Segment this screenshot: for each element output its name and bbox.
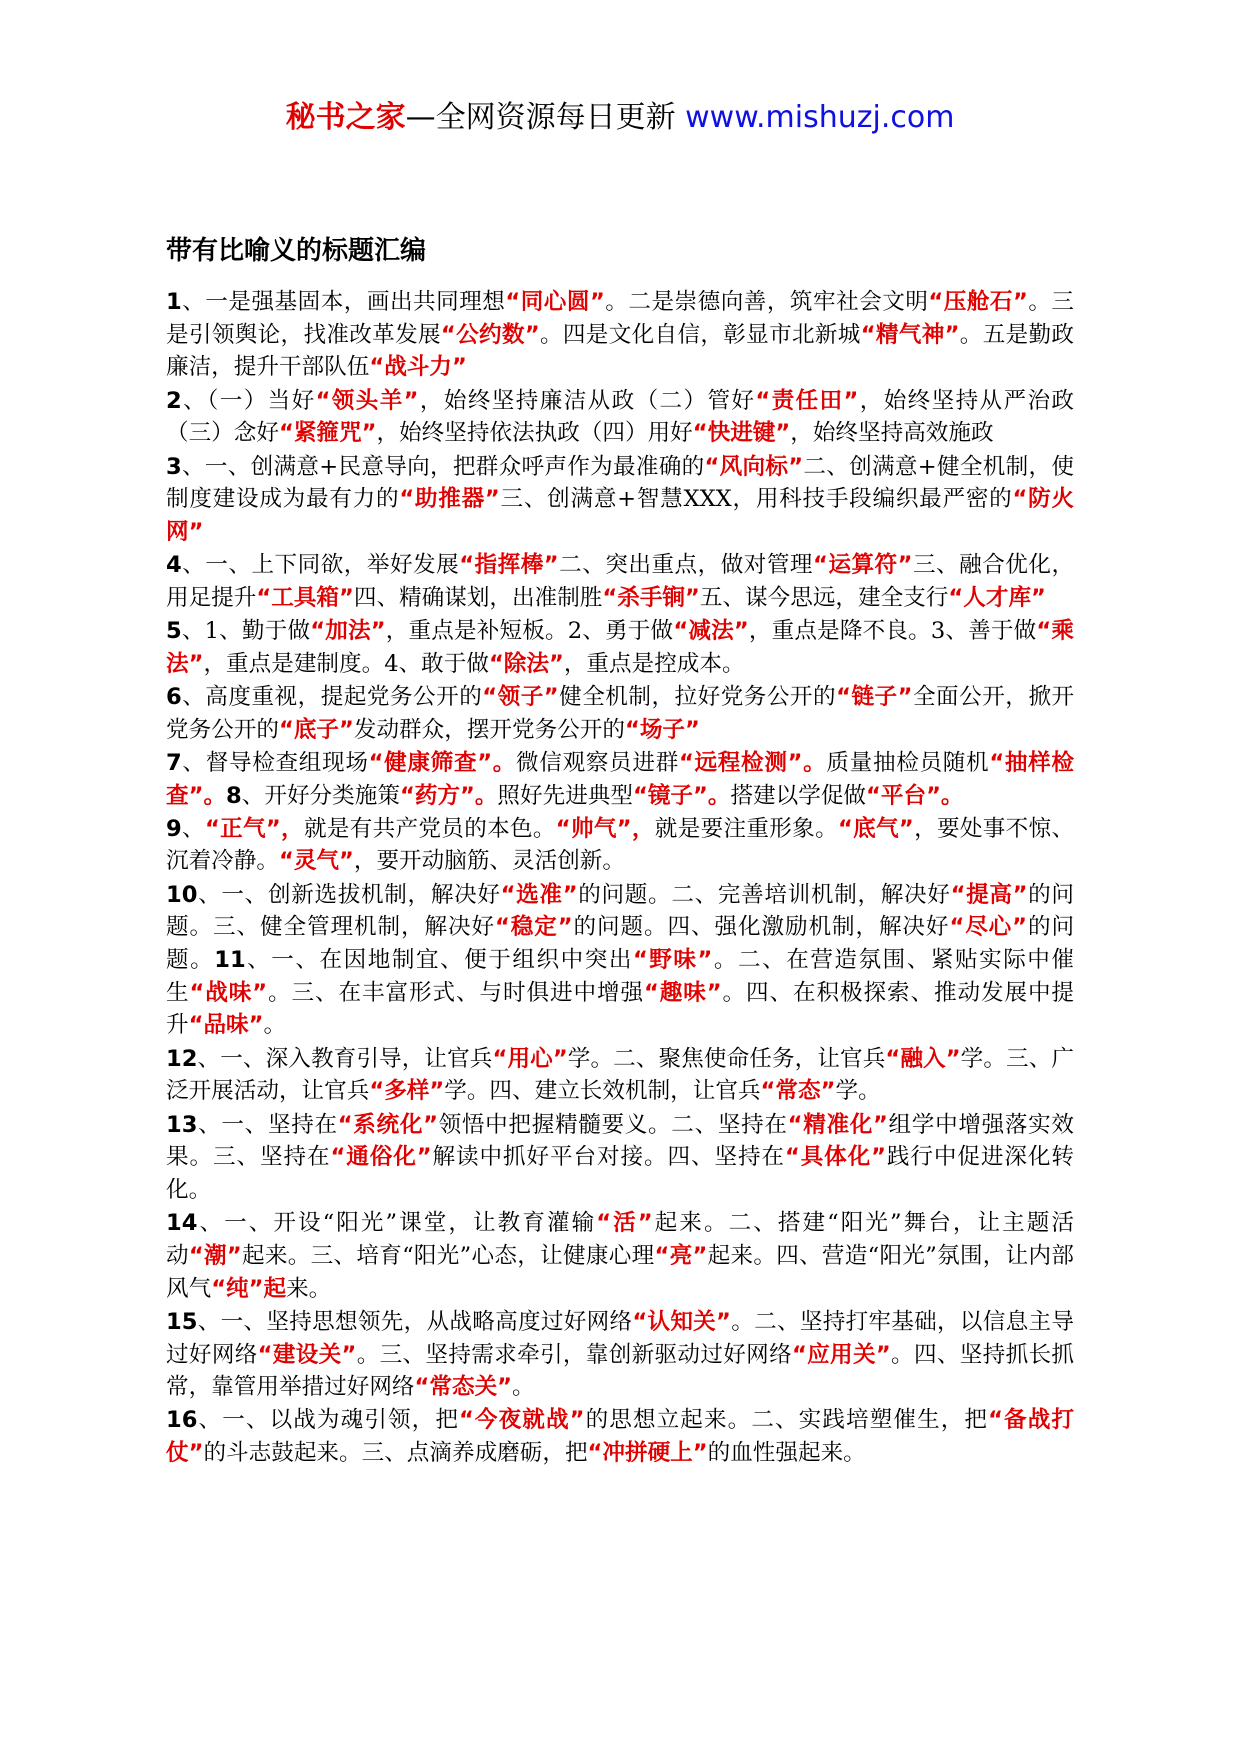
item-number: 15 (166, 1308, 198, 1335)
list-item (166, 681, 1074, 746)
item-text: 起来。三、培育“阳光”心态，让健康心理 (241, 1242, 655, 1269)
highlighted-phrase: “镜子”。 (632, 782, 731, 809)
highlighted-phrase: “精准化” (787, 1111, 888, 1138)
highlighted-phrase: “紧箍咒” (278, 420, 377, 447)
highlighted-phrase: “底子” (278, 716, 354, 743)
item-text: 来。 (286, 1275, 332, 1302)
item-number: 4 (166, 552, 182, 579)
item-text: 。二、坚持打牢基础，以信息主导过好网络 (166, 1308, 1075, 1368)
highlighted-phrase: “用心” (492, 1045, 568, 1072)
item-text: ，始终坚持依法执政（四）用好 (376, 420, 693, 447)
item-text: 组学中增强落实效果。三、坚持在 (166, 1111, 1075, 1171)
item-text: 学。二、聚焦使命任务，让官兵 (567, 1045, 886, 1072)
item-text: 。二是崇德向善，筑牢社会文明 (604, 289, 929, 315)
highlighted-phrase: “野味” (632, 947, 713, 974)
item-text: 三、创满意+智慧XXX，用科技手段编织最严密的 (499, 486, 1013, 513)
highlighted-phrase: “稳定” (494, 914, 573, 941)
highlighted-phrase: “减法” (673, 618, 749, 645)
highlighted-phrase: “常态关” (414, 1374, 513, 1401)
highlighted-phrase: “精气神” (860, 321, 960, 348)
item-text: 二、创满意+健全机制，使制度建设成为最有力的 (166, 453, 1074, 513)
highlighted-phrase: “场子” (624, 716, 700, 743)
list-item (166, 1109, 1074, 1207)
item-text: 、开好分类施策 (241, 782, 400, 809)
site-brand: 秘书之家 (285, 100, 406, 135)
site-header (0, 98, 1240, 138)
highlighted-phrase: “领子” (482, 683, 559, 710)
highlighted-phrase: “提高” (950, 881, 1028, 908)
highlighted-phrase: “药方”。 (399, 782, 498, 809)
highlighted-phrase: “帅气”， (555, 815, 655, 842)
list-item (166, 615, 1074, 680)
item-text: 、督导检查组现场 (181, 749, 369, 776)
highlighted-phrase: “今夜就战” (459, 1407, 585, 1434)
item-text: 、一、在因地制宜、便于组织中突出 (245, 947, 633, 974)
highlighted-phrase: “灵气” (278, 848, 354, 875)
highlighted-phrase: “冲拼硬上” (587, 1440, 708, 1467)
item-number: 11 (214, 947, 246, 974)
item-text: 就是要注重形象。 (654, 815, 838, 842)
item-text: 的血性强起来。 (707, 1440, 866, 1467)
highlighted-phrase: “除法” (488, 650, 564, 677)
highlighted-phrase: “杀手锏” (602, 584, 700, 611)
highlighted-phrase: “领头羊” (315, 387, 419, 414)
highlighted-phrase: “潮” (188, 1242, 242, 1269)
list-item (166, 1404, 1074, 1469)
highlighted-phrase: “指挥棒” (459, 552, 559, 579)
highlighted-phrase: “品味” (188, 1012, 264, 1039)
item-text: 、 (181, 815, 205, 842)
item-text: 。四、坚持抓长抓常，靠管用举措过好网络 (166, 1341, 1075, 1401)
item-text: 。三是引领舆论，找准改革发展 (166, 289, 1075, 348)
highlighted-phrase: “助推器” (399, 486, 500, 513)
highlighted-phrase: “防火网” (166, 486, 1074, 545)
list-item (166, 385, 1074, 450)
item-number: 12 (166, 1045, 198, 1072)
list-item (166, 879, 1074, 1043)
item-text: 的问题。二、完善培训机制，解决好 (577, 881, 951, 908)
highlighted-phrase: “运算符” (813, 552, 913, 579)
item-number: 7 (166, 749, 182, 776)
highlighted-phrase: “底气” (837, 815, 914, 842)
item-text: ，始终坚持高效施政 (790, 420, 994, 447)
item-number: 6 (166, 683, 182, 710)
item-text: 。四、在积极探索、推动发展中提升 (166, 979, 1075, 1039)
item-text: 的问题。三、健全管理机制，解决好 (166, 881, 1075, 941)
item-text: 照好先进典型 (497, 782, 633, 809)
highlighted-phrase: “远程检测”。 (678, 749, 827, 776)
item-text: 、一、开设“阳光”课堂，让教育灌输 (197, 1210, 597, 1237)
item-text: 学。 (835, 1078, 881, 1105)
item-text: 的问题。 (166, 914, 1075, 974)
item-text: 的斗志鼓起来。三、点滴养成磨砺，把 (203, 1440, 588, 1467)
item-text: 就是有共产党员的本色。 (303, 815, 556, 842)
highlighted-phrase: “应用关” (791, 1341, 891, 1368)
highlighted-phrase: “健康筛查”。 (368, 749, 517, 776)
highlighted-phrase: “压舱石” (928, 289, 1028, 315)
highlighted-phrase: “乘法” (166, 618, 1075, 677)
item-text: 解读中抓好平台对接。四、坚持在 (431, 1144, 785, 1171)
item-number: 2 (166, 387, 182, 414)
highlighted-phrase: “多样” (369, 1078, 445, 1105)
item-text: 践行中促进深化转化。 (166, 1144, 1075, 1203)
item-text: 的思想立起来。二、实践培塑催生，把 (584, 1407, 989, 1434)
item-text: 领悟中把握精髓要义。二、坚持在 (437, 1111, 788, 1138)
highlighted-phrase: “亮” (654, 1242, 708, 1269)
item-text: 。四是文化自信，彰显市北新城 (539, 321, 861, 348)
highlighted-phrase: “战味” (189, 979, 268, 1006)
item-text: 的问题。四、强化激励机制，解决好 (572, 914, 950, 941)
highlighted-phrase: “快进键” (692, 420, 791, 447)
item-text: ，重点是建制度。4、敢于做 (203, 650, 489, 677)
highlighted-phrase: “纯”起 (211, 1275, 287, 1302)
item-number: 8 (226, 782, 242, 809)
list-item (166, 813, 1074, 878)
item-number: 1 (166, 289, 182, 315)
item-text: 三、融合优化，用足提升 (166, 552, 1075, 611)
item-text: 五、谋今思远，建全支行 (699, 584, 949, 611)
highlighted-phrase: “同心圆” (505, 289, 605, 315)
item-text: 、高度重视，提起党务公开的 (181, 683, 483, 710)
item-number: 14 (166, 1210, 198, 1237)
item-text: 、一、创新选拔机制，解决好 (197, 881, 501, 908)
item-text: 。三、在丰富形式、与时俱进中增强 (267, 979, 644, 1006)
item-number: 16 (166, 1407, 198, 1434)
item-text: 。 (512, 1374, 535, 1401)
item-text: 、一是强基固本，画出共同理想 (181, 289, 506, 315)
item-text: 质量抽检员随机 (826, 749, 990, 776)
highlighted-phrase: “备战打仗” (166, 1407, 1075, 1467)
item-number: 5 (166, 618, 182, 645)
highlighted-phrase: “工具箱” (256, 584, 354, 611)
item-text: 。二、在营造氛围、紧贴实际中催生 (166, 947, 1075, 1006)
item-text: 、一、坚持思想领先，从战略高度过好网络 (197, 1308, 633, 1335)
item-text: ，重点是补短板。2、勇于做 (385, 618, 674, 645)
item-text: 。三、坚持需求牵引，靠创新驱动过好网络 (356, 1341, 792, 1368)
item-text: 、一、坚持在 (197, 1111, 338, 1138)
list-item (166, 286, 1074, 384)
highlighted-phrase: “活” (596, 1210, 653, 1237)
highlighted-phrase: “系统化” (337, 1111, 438, 1138)
item-text: 四、精确谋划，出准制胜 (353, 584, 603, 611)
highlighted-phrase: “选准” (500, 881, 578, 908)
item-text: 微信观察员进群 (516, 749, 679, 776)
list-item (166, 1306, 1074, 1404)
item-text: 二、突出重点，做对管理 (558, 552, 814, 579)
document-title: 带有比喻义的标题汇编 (166, 236, 427, 266)
highlighted-phrase: “正气”， (204, 815, 304, 842)
highlighted-phrase: “抽样检查”。 (166, 749, 1075, 809)
highlighted-phrase: “融入” (885, 1045, 961, 1072)
item-number: 3 (166, 453, 182, 480)
item-text: 、一、上下同欲，举好发展 (181, 552, 460, 579)
highlighted-phrase: “通俗化” (330, 1144, 432, 1171)
item-text: ，始终坚持从严治政（三）念好 (166, 387, 1075, 447)
item-text: 、（一）当好 (181, 387, 316, 414)
title-list (166, 286, 1074, 1470)
item-number: 10 (166, 881, 198, 908)
item-text: ，重点是降不良。3、善于做 (748, 618, 1037, 645)
list-item (166, 451, 1074, 549)
highlighted-phrase: “风向标” (704, 453, 804, 480)
item-text: 发动群众，摆开党务公开的 (353, 716, 625, 743)
item-text: 、一、创满意+民意导向，把群众呼声作为最准确的 (181, 453, 705, 480)
item-text: 全面公开，掀开党务公开的 (166, 683, 1075, 743)
list-item (166, 747, 1074, 812)
highlighted-phrase: “常态” (760, 1078, 836, 1105)
item-text: 、一、深入教育引导，让官兵 (197, 1045, 493, 1072)
item-text: 、1、勤于做 (181, 618, 311, 645)
list-item (166, 549, 1074, 614)
list-item (166, 1207, 1074, 1305)
item-text: ，重点是控成本。 (563, 650, 745, 677)
item-text: 搭建以学促做 (730, 782, 867, 809)
item-text: 。五是勤政廉洁，提升干部队伍 (166, 321, 1075, 381)
item-text: 起来。四、营造“阳光”氛围，让内部风气 (166, 1242, 1075, 1302)
list-item (166, 1043, 1074, 1108)
highlighted-phrase: “战斗力” (369, 354, 467, 381)
item-text: ，要开动脑筋、灵活创新。 (353, 848, 625, 875)
highlighted-phrase: “链子” (836, 683, 913, 710)
item-text: ，要处事不惊、沉着冷静。 (166, 815, 1075, 875)
item-text: 学。四、建立长效机制，让官兵 (444, 1078, 761, 1105)
highlighted-phrase: “具体化” (784, 1144, 887, 1171)
highlighted-phrase: “加法” (310, 618, 386, 645)
item-text: 。 (263, 1012, 287, 1039)
item-text: 健全机制，拉好党务公开的 (558, 683, 837, 710)
highlighted-phrase: “人才库” (948, 584, 1046, 611)
highlighted-phrase: “责任田” (755, 387, 859, 414)
highlighted-phrase: “尽心” (949, 914, 1028, 941)
item-text: 起来。二、搭建“阳光”舞台，让主题活动 (166, 1210, 1074, 1269)
site-slogan: —全网资源每日更新 (405, 100, 686, 135)
item-number: 9 (166, 815, 182, 842)
item-number: 13 (166, 1111, 198, 1138)
highlighted-phrase: “建设关” (257, 1341, 357, 1368)
highlighted-phrase: “认知关” (632, 1308, 731, 1335)
highlighted-phrase: “公约数” (440, 321, 540, 348)
item-text: ，始终坚持廉洁从政（二）管好 (418, 387, 756, 414)
highlighted-phrase: “平台”。 (866, 782, 964, 809)
item-text: 、一、以战为魂引领，把 (197, 1407, 459, 1434)
highlighted-phrase: “趣味” (643, 979, 722, 1006)
item-text: 学。三、广泛开展活动，让官兵 (166, 1045, 1075, 1105)
site-url-link[interactable]: www.mishuzj.com (685, 100, 955, 135)
